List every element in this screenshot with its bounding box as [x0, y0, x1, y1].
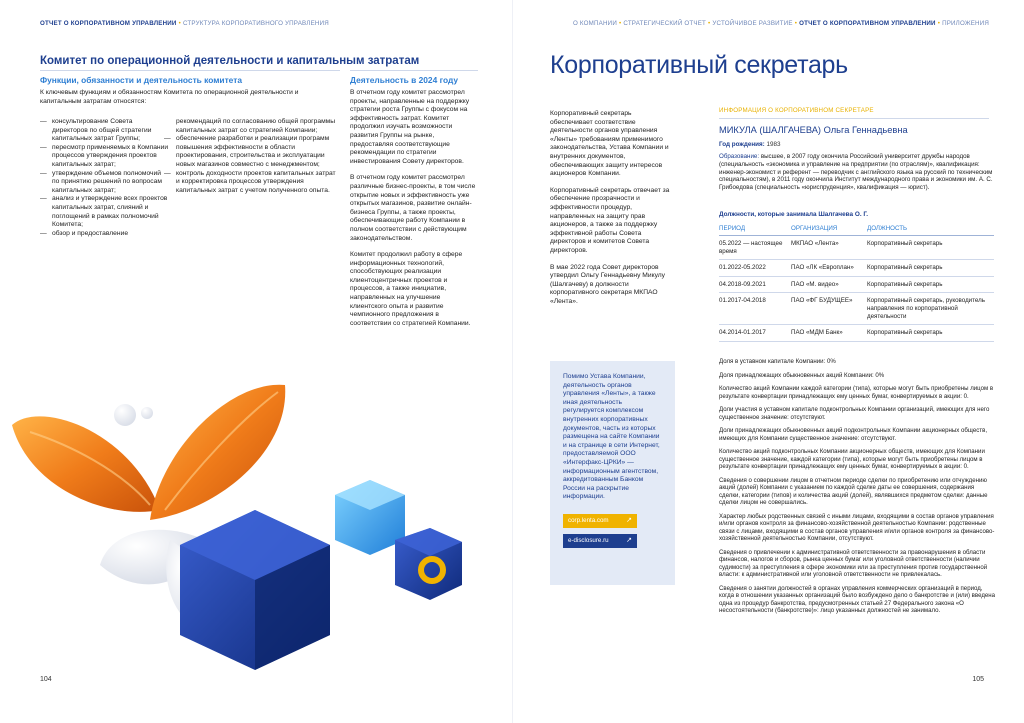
divider	[350, 70, 478, 71]
cell-organization: МКПАО «Лента»	[791, 236, 867, 260]
cell-organization: ПАО «ФГ БУДУЩЕЕ»	[791, 293, 867, 325]
page-title: Корпоративный секретарь	[550, 51, 848, 79]
positions-heading: Должности, которые занимала Шалгачева О. Г.	[719, 211, 868, 218]
secretary-disclosures	[719, 358, 996, 621]
disclosure-item: Сведения о занятии должностей в органах управления коммерческих организаций в период, когда в отношении указанных организаций было возбуждено дело о банкротстве и (или) введена одна из процедур банкротства, предусмотренных статьей 27 Федерального закона «О несостоятельности (банкротстве)»: лицо указанных должностей не занимало.	[719, 584, 996, 614]
activity-heading: Деятельность в 2024 году	[350, 75, 459, 85]
white-sphere	[114, 404, 136, 426]
cell-organization: ПАО «ЛК «Европлан»	[791, 260, 867, 277]
disclosure-item: Доли участия в уставном капитале подконтрольных Компании организаций, имеющих для него существенное значение: отсутствуют.	[719, 406, 990, 421]
table-row	[719, 276, 994, 293]
cyan-cube	[335, 480, 405, 555]
nav-item-governance[interactable]: ОТЧЕТ О КОРПОРАТИВНОМ УПРАВЛЕНИИ	[799, 20, 936, 27]
list-item: — анализ и утверждение всех проектов капитальных затрат, слияний и поглощений в рамках полномочий Комитета;	[40, 195, 170, 229]
cell-position: Корпоративный секретарь, руководитель направления по корпоративной деятельности	[867, 293, 994, 325]
cell-period: 01.2017-04.2018	[719, 293, 791, 325]
link-label: e-disclosure.ru	[568, 536, 609, 544]
table-row	[719, 236, 994, 260]
birth-year-label: Год рождения:	[719, 141, 765, 148]
secretary-description	[550, 110, 670, 314]
disclosure-link[interactable]	[563, 534, 637, 548]
nav-item-strategy[interactable]: СТРАТЕГИЧЕСКИЙ ОТЧЕТ	[623, 20, 707, 27]
cell-position: Корпоративный секретарь	[867, 276, 994, 293]
birth-year-value: 1983	[766, 141, 781, 148]
functions-list-col1	[40, 118, 170, 238]
list-item: — обзор и предоставление	[40, 230, 170, 239]
external-link-icon: ↗	[626, 536, 632, 544]
table-row	[719, 293, 994, 325]
cell-position: Корпоративный секретарь	[867, 260, 994, 277]
table-header-row	[719, 224, 994, 236]
secretary-info-label: ИНФОРМАЦИЯ О КОРПОРАТИВНОМ СЕКРЕТАРЕ	[719, 107, 874, 114]
divider	[719, 118, 989, 119]
cell-period: 04.2018-09.2021	[719, 276, 791, 293]
small-navy-cube	[395, 528, 462, 600]
page-number: 105	[972, 676, 984, 683]
disclosure-item: Доля принадлежащих обыкновенных акций Компании: 0%	[719, 371, 885, 379]
table-row	[719, 325, 994, 342]
documents-infobox	[550, 361, 675, 585]
list-item: — консультирование Совета директоров по общей стратегии капитальных затрат Группы;	[40, 118, 170, 144]
activity-paragraph: В отчетном году комитет рассмотрел различные бизнес-проекты, в том числе открытие новых и эффективность уже открытых магазинов, развитие онлайн-бизнеса Группы, а также проекты, обеспечивающие работу Компании в полном соответствии с действующим законодательством.	[350, 174, 476, 242]
secretary-name: МИКУЛА (ШАЛГАЧЕВА) Ольга Геннадьевна	[719, 125, 908, 135]
functions-heading: Функции, обязанности и деятельность комитета	[40, 75, 242, 85]
list-item: рекомендаций по согласованию общей программы капитальных затрат со стратегией Компании;	[176, 118, 336, 134]
column-header-period: ПЕРИОД	[719, 224, 791, 236]
activity-paragraph: В отчетном году комитет рассмотрел проекты, направленные на поддержку стратегии роста Группы с фокусом на эффективность затрат. Комитет продолжил изучать возможности развития Группы на рынке, предоставляя соответствующие рекомендации по стратегии инвестирования Совету директоров.	[350, 89, 470, 165]
list-item: — контроль доходности проектов капитальных затрат и корректировка процессов утверждения капитальных затрат с учетом полученного опыта.	[164, 170, 336, 196]
activity-text	[350, 89, 478, 336]
nav-item-appendices[interactable]: ПРИЛОЖЕНИЯ	[942, 20, 990, 27]
cell-period: 01.2022-05.2022	[719, 260, 791, 277]
page-number: 104	[40, 676, 52, 683]
divider	[40, 70, 340, 71]
list-item: — обеспечение разработки и реализации программ повышения эффективности в области проектирования, строительства и эксплуатации новых магазинов совместно с менеджментом;	[164, 135, 336, 169]
link-label: corp.lenta.com	[568, 516, 609, 524]
infobox-text: Помимо Устава Компании, деятельность органов управления «Ленты», а также иная деятельность регулируется комплексом внутренних корпоративных документов, часть из которых размещена на сайте Компании и на странице в сети Интернет, предоставляемой ООО «Интерфакс-ЦРКИ» — информационным агентством, аккредитованным Банком России на раскрытие информации.	[563, 373, 660, 501]
external-link-icon: ↗	[626, 516, 632, 524]
running-head-left: ОТЧЕТ О КОРПОРАТИВНОМ УПРАВЛЕНИИ • СТРУКТУРА КОРПОРАТИВНОГО УПРАВЛЕНИЯ	[40, 20, 329, 27]
list-item: — утверждение объемов полномочий по принятию решений по вопросам капитальных затрат;	[40, 170, 170, 196]
disclosure-item: Доли принадлежащих обыкновенных акций подконтрольных Компании акционерных обществ, имеющих для Компании существенное значение: отсутствуют.	[719, 427, 988, 442]
white-sphere	[141, 407, 153, 419]
education-label: Образование:	[719, 153, 760, 160]
cell-organization: ПАО «МДМ Банк»	[791, 325, 867, 342]
disclosure-item: Сведения о привлечении к административной ответственности за правонарушения в области финансов, налогов и сборов, рынка ценных бумаг или уголовной ответственности (наличии судимости) за преступления в сфере экономики или за преступления против государственной власти: к административной или уголовной ответственности не привлекалась.	[719, 548, 988, 578]
list-item: — пересмотр применяемых в Компании процессов утверждения проектов капитальных затрат;	[40, 144, 170, 170]
education	[719, 153, 994, 192]
navy-cube	[180, 510, 330, 670]
paragraph: Корпоративный секретарь обеспечивает соответствие деятельности органов управления «Ленты» требованиям применимого законодательства, Устава Компании и внутренних документов, обеспечивающих защиту интересов акционеров Компании.	[550, 110, 669, 178]
nav-item-about[interactable]: О КОМПАНИИ	[573, 20, 617, 27]
cell-period: 04.2014-01.2017	[719, 325, 791, 342]
disclosure-item: Характер любых родственных связей с иными лицами, входящими в состав органов управления и/или органов контроля за финансово-хозяйственной деятельностью Компании: родственные связи с лицами, входящими в состав органов управления и/или органов контроля за финансово-хозяйственной деятельностью Компании, отсутствуют.	[719, 512, 995, 542]
running-head-nav: О КОМПАНИИ • СТРАТЕГИЧЕСКИЙ ОТЧЕТ • УСТОЙЧИВОЕ РАЗВИТИЕ • ОТЧЕТ О КОРПОРАТИВНОМ УПРАВЛЕНИИ • ПРИЛОЖЕНИЯ	[573, 20, 990, 27]
positions-table	[719, 224, 994, 342]
column-header-organization: ОРГАНИЗАЦИЯ	[791, 224, 867, 236]
corp-site-link[interactable]	[563, 514, 637, 528]
birth-year	[719, 141, 781, 148]
column-header-position: ДОЛЖНОСТЬ	[867, 224, 994, 236]
activity-paragraph: Комитет продолжил работу в сфере информационных технологий, способствующих реализации клиентоцентричных проектов и процессов, а также инициатив, направленных на улучшение клиентского опыта и развитие чемпионного предложения в соответствии со стратегией Компании.	[350, 251, 471, 327]
disclosure-item: Количество акций Компании каждой категории (типа), которые могут быть приобретены лицом в результате конвертации принадлежащих ему ценных бумаг, конвертируемых в акции: 0.	[719, 385, 994, 400]
functions-list-col2	[176, 118, 336, 195]
right-page	[512, 0, 1024, 723]
cell-organization: ПАО «М. видео»	[791, 276, 867, 293]
functions-intro: К ключевым функциям и обязанностям Комитета по операционной деятельности и капитальным затратам относятся:	[40, 89, 299, 105]
disclosure-item: Доля в уставном капитале Компании: 0%	[719, 358, 836, 365]
running-head-part: ОТЧЕТ О КОРПОРАТИВНОМ УПРАВЛЕНИИ	[40, 20, 177, 27]
cell-period: 05.2022 — настоящее время	[719, 236, 791, 260]
orange-leaf-left	[12, 416, 160, 511]
running-head-section: СТРУКТУРА КОРПОРАТИВНОГО УПРАВЛЕНИЯ	[182, 20, 329, 27]
cell-position: Корпоративный секретарь	[867, 325, 994, 342]
orange-leaf-right	[150, 385, 285, 520]
committee-title: Комитет по операционной деятельности и капитальным затратам	[40, 55, 420, 67]
education-text: высшее, в 2007 году окончила Российский университет дружбы народов (специальность «экономика и управление на предприятии (по отраслям)», квалификация: инженер-экономист и референт — переводчик с английского языка на русский по техническим специальностям), в 2011 году окончила Институт международного права и экономики им. А. С. Грибоедова (специальность «юриспруденция», квалификация — юрист).	[719, 153, 993, 192]
paragraph: Корпоративный секретарь отвечает за обеспечение прозрачности и эффективности процедур, направленных на защиту прав акционеров, а также за поддержку эффективной работы Совета директоров и комитетов Совета директоров.	[550, 186, 670, 254]
nav-item-sustainability[interactable]: УСТОЙЧИВОЕ РАЗВИТИЕ	[712, 20, 793, 27]
cell-position: Корпоративный секретарь	[867, 236, 994, 260]
decorative-illustration	[0, 370, 512, 670]
disclosure-item: Сведения о совершении лицом в отчетном периоде сделки по приобретению или отчуждению акций (долей) Компании с указанием по каждой сделке даты ее совершения, содержания сделки, категории (типов) и количества акций (долей), являвшихся предметом сделки: данные сделки лицом не совершались.	[719, 476, 988, 506]
table-row	[719, 260, 994, 277]
disclosure-item: Количество акций подконтрольных Компании акционерных обществ, имеющих для Компании существенное значение, каждой категории (типа), которые могут быть приобретены лицом в результате конвертации принадлежащих ему ценных бумаг, конвертируемых в акции: 0.	[719, 448, 985, 470]
paragraph: В мае 2022 года Совет директоров утвердил Ольгу Геннадьевну Микулу (Шалгачеву) в должности корпоративного секретаря МКПАО «Лента».	[550, 263, 666, 305]
